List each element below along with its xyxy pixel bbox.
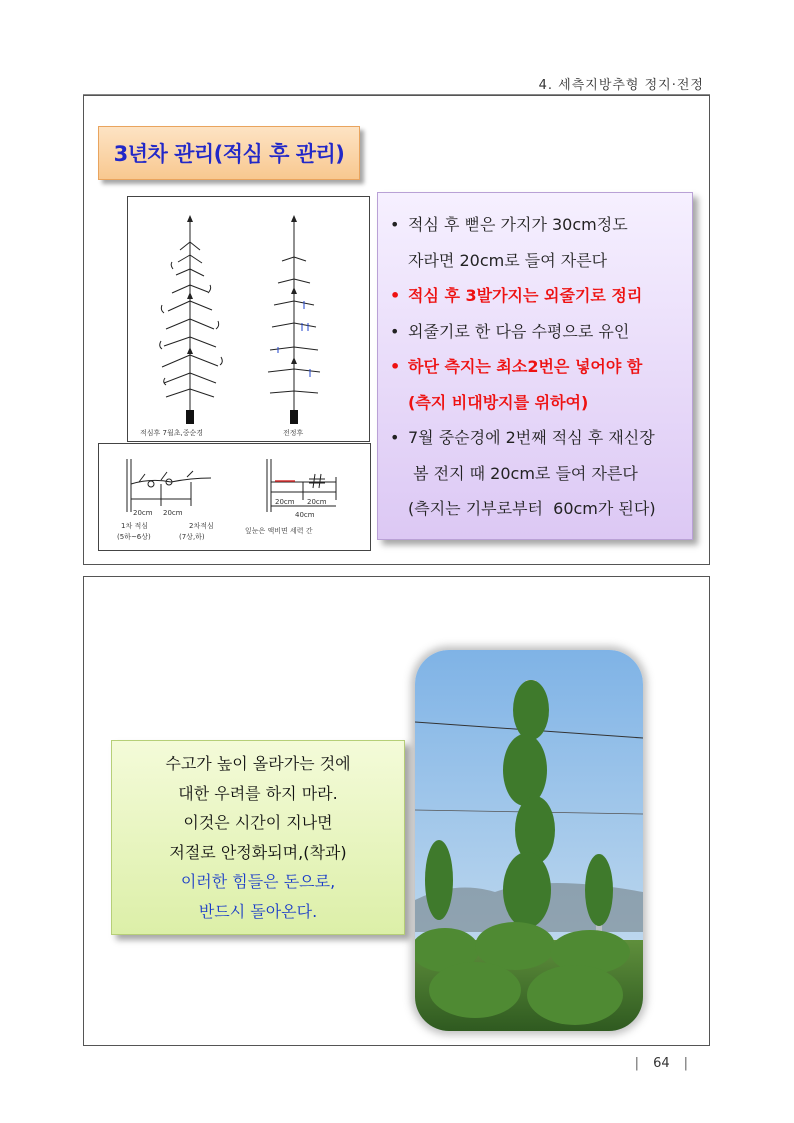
tree-training-diagram	[127, 196, 370, 442]
bullet-3-line-1: • 외줄기로 한 다음 수평으로 유인	[390, 314, 682, 350]
chapter-header: 4. 세측지방추형 정지·전정	[538, 78, 704, 93]
bullet-points-box	[377, 192, 693, 540]
page-number: | 64 |	[634, 1056, 688, 1071]
second-pinch-time: (7상,하)	[179, 533, 205, 541]
bullet-5-line-1: • 7월 중순경에 2번째 적심 후 재신장	[390, 420, 682, 456]
bullet-dot-icon: •	[390, 215, 400, 234]
bullet-dot-icon: •	[390, 428, 400, 447]
right-tree-mid-marker	[291, 287, 297, 294]
page-number-left-bar: |	[634, 1056, 640, 1071]
quote-line-6: 반드시 돌아온다.	[198, 901, 318, 921]
label-40cm: 40cm	[295, 511, 315, 519]
label-20cm-a: 20cm	[133, 509, 153, 517]
left-tree-mid-marker	[187, 292, 193, 299]
bullet-1-line-2: 자라면 20cm로 들여 자른다	[408, 250, 608, 270]
first-pinch-time: (5하~6상)	[117, 533, 151, 541]
right-note: 잎눈은 액비면 세력 간	[245, 527, 313, 535]
hash-mark-icon	[309, 474, 325, 488]
quote-line-5: 이러한 힘들은 돈으로,	[180, 872, 336, 891]
label-20cm-d: 20cm	[307, 498, 327, 506]
label-20cm-c: 20cm	[275, 498, 295, 506]
orchard-photo	[415, 650, 643, 1031]
first-pinch-label: 1차 적심	[121, 522, 148, 530]
bullet-1-line-1: • 적심 후 뻗은 가지가 30cm정도	[390, 207, 682, 243]
tree-diagram-drawing	[128, 197, 369, 441]
left-tree-caption: 적심후 7월초,중순경	[140, 429, 203, 437]
bullet-2-line-1: • 적심 후 3발가지는 외줄기로 정리	[390, 278, 682, 314]
right-tree-low-marker	[291, 357, 297, 364]
left-tree-apex-marker	[187, 215, 193, 222]
left-tree-trunk-base	[186, 410, 194, 424]
bullet-4-line-2: (측지 비대방지를 위하여)	[408, 392, 589, 412]
quote-line-2: 대한 우려를 하지 마라.	[178, 783, 338, 803]
right-tree-trunk-base	[290, 410, 298, 424]
pinching-length-diagram	[98, 443, 371, 551]
label-20cm-b: 20cm	[163, 509, 183, 517]
quote-line-4: 저절로 안정화되며,(착과)	[169, 842, 347, 862]
slide-pinching-management	[83, 95, 710, 565]
bullet-5-line-2: 봄 전지 때 20cm로 들여 자른다	[408, 463, 638, 483]
page-number-right-bar: |	[683, 1056, 688, 1071]
bullet-5-line-3: (측지는 기부로부터 60cm가 된다)	[408, 499, 656, 518]
second-pinch-label: 2차적심	[189, 522, 214, 530]
slide-title: 3년차 관리(적심 후 관리)	[113, 142, 345, 166]
right-tree-caption: 전정후	[283, 429, 304, 437]
bullet-dot-icon: •	[390, 286, 401, 305]
quote-line-1: 수고가 높이 올라가는 것에	[165, 754, 351, 773]
left-tree-low-marker	[187, 347, 193, 354]
slide-tree-height-quote	[83, 576, 710, 1046]
bullet-dot-icon: •	[390, 321, 400, 341]
bullet-4-line-1: • 하단 측지는 최소2번은 넣어야 함	[390, 349, 682, 385]
quote-box	[111, 740, 405, 935]
slide-title-box	[98, 126, 360, 180]
bullet-dot-icon: •	[390, 357, 401, 376]
pinching-diagram-drawing	[99, 444, 370, 550]
right-tree-apex-marker	[291, 215, 297, 222]
orchard-photo-drawing	[415, 650, 643, 1031]
quote-line-3: 이것은 시간이 지나면	[183, 813, 333, 832]
